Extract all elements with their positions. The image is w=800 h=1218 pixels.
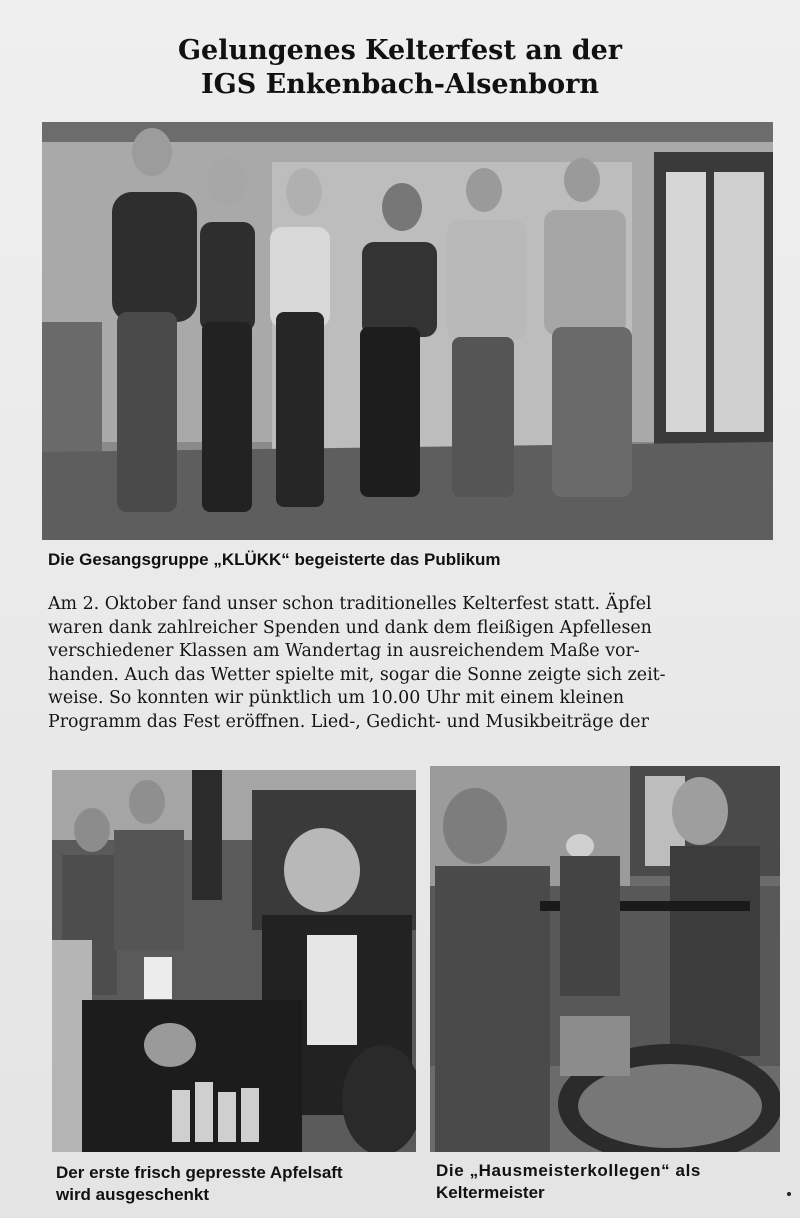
photo-press-masters-image [430,766,780,1152]
photo-singing-group [42,122,773,540]
photo-singing-group-image [42,122,773,540]
body-line-2: waren dank zahlreicher Spenden und dank dem fleißigen Apfellesen [48,617,652,638]
caption-press-masters-line-2: Keltermeister [436,1183,545,1202]
article-body [48,593,776,734]
photo-press-masters [430,766,780,1152]
caption-apple-juice-line-2: wird ausgeschenkt [56,1185,210,1204]
caption-apple-juice-line-1: Der erste frisch gepresste Apfelsaft [56,1163,343,1182]
headline-line-2: IGS Enkenbach-Alsenborn [201,69,599,100]
headline-line-1: Gelungenes Kelterfest an der [177,35,623,66]
print-speck [787,1192,791,1196]
photo-apple-juice [52,770,416,1152]
body-line-3: verschiedener Klassen am Wandertag in ausreichendem Maße vor- [48,641,640,661]
body-line-4: handen. Auch das Wetter spielte mit, sogar die Sonne zeigte sich zeit- [48,664,666,685]
caption-press-masters [436,1160,701,1204]
caption-press-masters-line-1: Die „Hausmeisterkollegen“ als [436,1161,701,1180]
body-line-1: Am 2. Oktober fand unser schon traditionelles Kelterfest statt. Äpfel [48,594,652,614]
body-line-5: weise. So konnten wir pünktlich um 10.00 Uhr mit einem kleinen [48,688,625,708]
caption-singing-group: Die Gesangsgruppe „KLÜKK“ begeisterte das Publikum [48,550,501,569]
article-headline [40,34,760,102]
caption-apple-juice [56,1162,343,1206]
photo-apple-juice-image [52,770,416,1152]
body-line-6: Programm das Fest eröffnen. Lied-, Gedicht- und Musikbeiträge der [48,711,649,732]
